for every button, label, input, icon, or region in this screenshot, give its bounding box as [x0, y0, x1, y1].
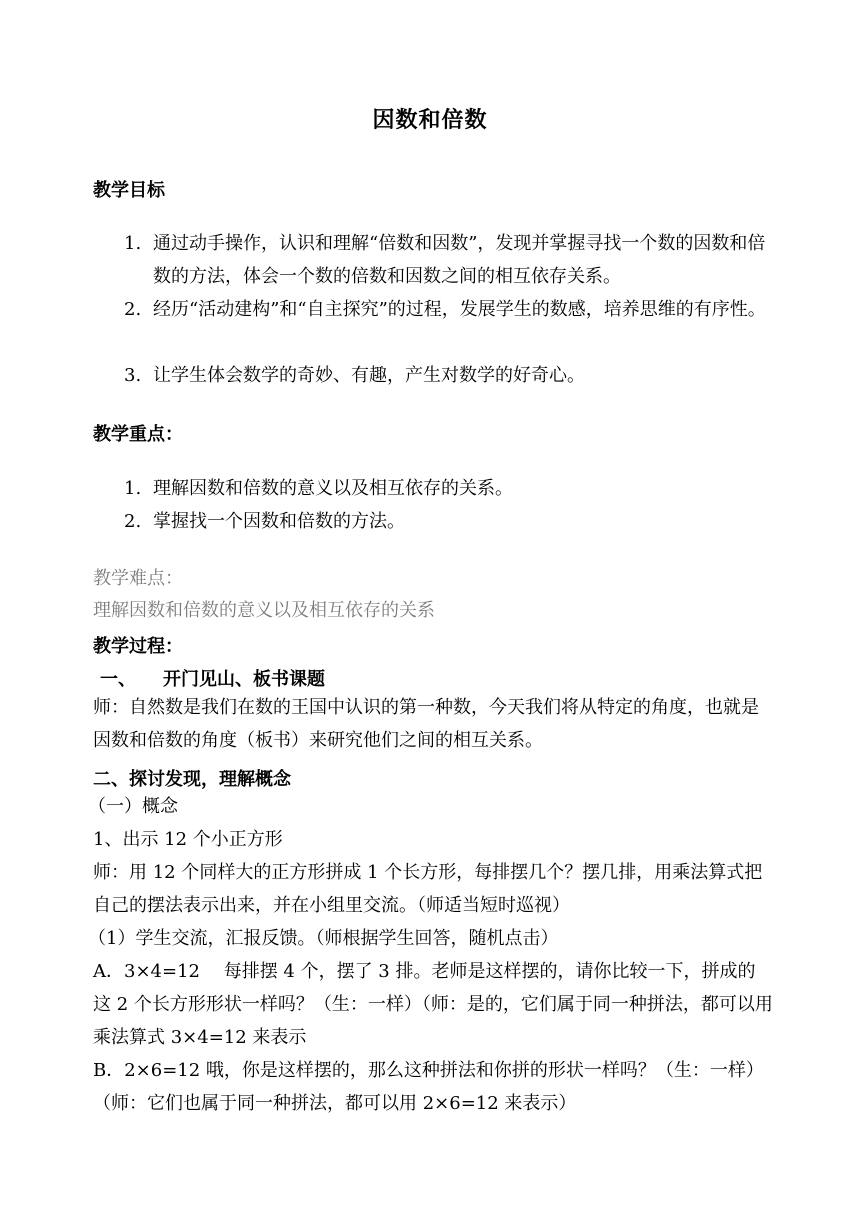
key-point-number: 1.: [124, 478, 142, 499]
document-title: 因数和倍数: [372, 107, 488, 133]
step-1: 1、出示 12 个小正方形: [93, 829, 283, 850]
paragraph-3: （1）学生交流，汇报反馈。（师根据学生回答，随机点击）: [88, 928, 559, 949]
goal-text: 让学生体会数学的奇妙、有趣，产生对数学的好奇心。: [153, 365, 585, 386]
key-point-text: 掌握找一个因数和倍数的方法。: [153, 511, 405, 532]
difficulty-heading: 教学难点：: [93, 568, 183, 589]
goal-text: 经历“活动建构”和“自主探究”的过程，发展学生的数感，培养思维的有序性。: [153, 299, 766, 320]
difficulty-text: 理解因数和倍数的意义以及相互依存的关系: [93, 600, 435, 621]
key-point-number: 2.: [124, 511, 142, 532]
goal-item-2: [124, 293, 774, 326]
section-1-number: 一、: [100, 669, 136, 690]
goal-item-1: [124, 227, 774, 293]
goal-item-3: [124, 359, 774, 392]
goal-number: 1.: [124, 233, 142, 254]
goal-number: 2.: [124, 299, 142, 320]
key-point-text: 理解因数和倍数的意义以及相互依存的关系。: [153, 478, 513, 499]
section-2-title: 二、探讨发现，理解概念: [93, 769, 291, 790]
key-point-item-2: [124, 505, 774, 538]
subsection-1: （一）概念: [88, 796, 178, 817]
key-point-item-1: [124, 472, 774, 505]
section-1-title: 开门见山、板书课题: [163, 669, 325, 690]
paragraph-2: 师：用 12 个同样大的正方形拼成 1 个长方形，每排摆几个？摆几排，用乘法算式把自己的摆法表示出来，并在小组里交流。（师适当短时巡视）: [93, 862, 763, 916]
goal-number: 3.: [124, 365, 142, 386]
key-points-heading: 教学重点：: [93, 424, 183, 445]
paragraph-5: B．2×6=12 哦，你是这样摆的，那么这种拼法和你拼的形状一样吗？（生：一样）（师：它们也属于同一种拼法，都可以用 2×6=12 来表示）: [93, 1060, 764, 1114]
process-heading: 教学过程：: [93, 636, 183, 657]
paragraph-1: 师：自然数是我们在数的王国中认识的第一种数，今天我们将从特定的角度，也就是因数和倍数的角度（板书）来研究他们之间的相互关系。: [93, 697, 759, 751]
paragraph-4: A．3×4=12 每排摆 4 个，摆了 3 排。老师是这样摆的，请你比较一下，拼成的这 2 个长方形形状一样吗？（生：一样）（师：是的，它们属于同一种拼法，都可以用乘法算式 3×4=12 来表示: [93, 961, 773, 1048]
goals-heading: 教学目标: [93, 180, 165, 201]
goal-text: 通过动手操作，认识和理解“倍数和因数”，发现并掌握寻找一个数的因数和倍数的方法，体会一个数的倍数和因数之间的相互依存关系。: [153, 233, 766, 287]
